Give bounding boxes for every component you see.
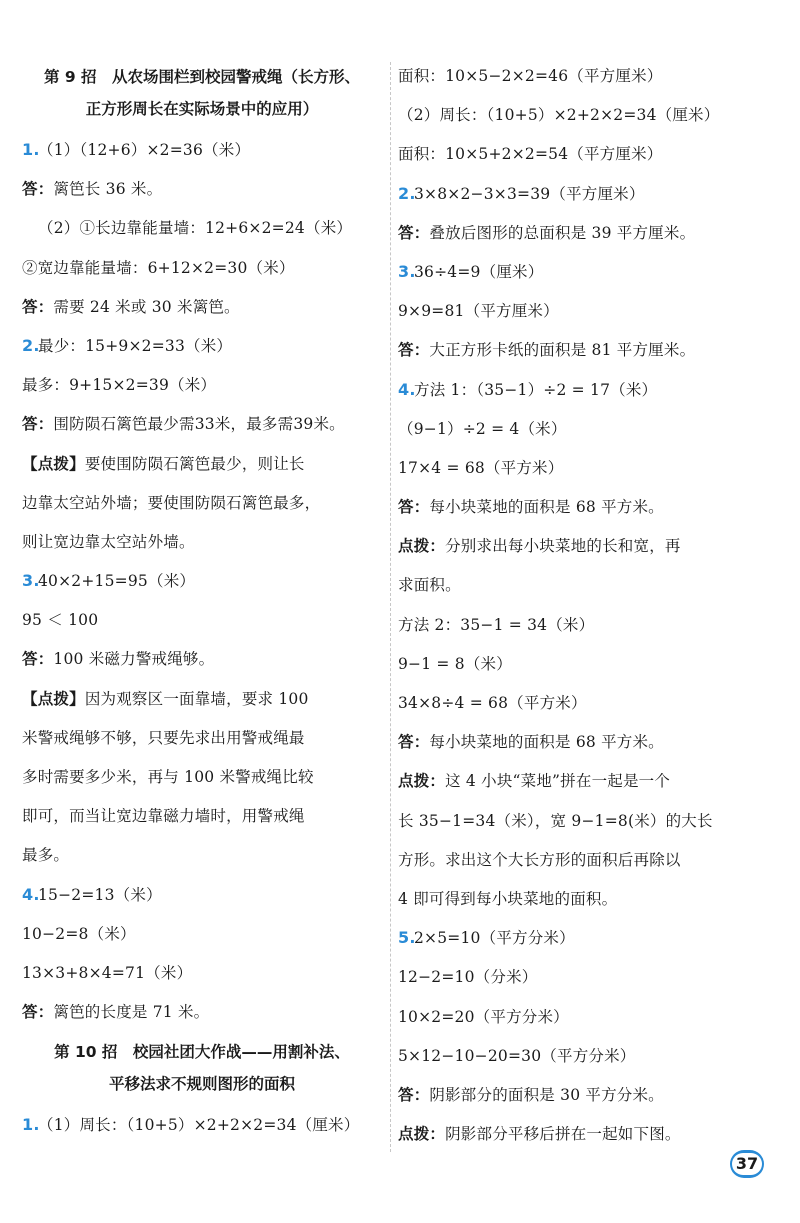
solution-line <box>22 373 382 412</box>
line-text: 10×2=20（平方分米） <box>398 1007 569 1026</box>
solution-line <box>398 103 778 142</box>
solution-line <box>398 260 778 299</box>
solution-line <box>398 378 778 417</box>
line-text: 15−2=13（米） <box>38 885 162 904</box>
answer-line <box>22 452 382 491</box>
answer-label: 答： <box>398 1085 430 1104</box>
line-text: 每小块菜地的面积是 68 平方米。 <box>429 733 664 752</box>
line-text: （2）①长边靠能量墙：12+6×2=24（米） <box>38 219 353 238</box>
line-text: 篱笆长 36 米。 <box>53 180 163 199</box>
line-text: 10−2=8（米） <box>22 924 136 943</box>
line-text: 9−1 = 8（米） <box>398 654 512 673</box>
line-text: 17×4 = 68（平方米） <box>398 458 564 477</box>
line-text: 阴影部分的面积是 30 平方分米。 <box>429 1085 664 1104</box>
line-text: 因为观察区一面靠墙，要求 100 <box>84 689 309 708</box>
answer-label: 答： <box>22 650 54 669</box>
line-text: 34×8÷4 = 68（平方米） <box>398 694 587 712</box>
answer-label: 答： <box>398 223 430 242</box>
section-heading: 第 9 招 从农场围栏到校园警戒绳（长方形、 <box>43 68 361 86</box>
line-text: 求面积。 <box>398 576 461 595</box>
solution-line <box>398 887 778 926</box>
solution-line <box>22 843 382 882</box>
line-text: 12−2=10（分米） <box>398 968 538 987</box>
line-text: 最多：9+15×2=39（米） <box>22 376 217 395</box>
solution-line <box>22 726 382 765</box>
line-text: 围防陨石篱笆最少需33米，最多需39米。 <box>53 415 345 434</box>
line-text: （2）周长：（10+5）×2+2×2=34（厘米） <box>398 106 720 125</box>
solution-line <box>398 848 778 887</box>
solution-line <box>398 417 778 456</box>
question-number: 1. <box>22 1115 40 1135</box>
solution-line <box>398 64 778 103</box>
solution-line <box>22 922 382 961</box>
solution-line <box>22 569 382 608</box>
answer-line <box>22 647 382 686</box>
line-text: （1）（12+6）×2=36（米） <box>38 141 251 159</box>
line-text: 即可，而当让宽边靠磁力墙时，用警戒绳 <box>22 807 305 826</box>
line-text: 米警戒绳够不够，只要先求出用警戒绳最 <box>22 728 305 747</box>
line-text: 最多。 <box>22 846 70 865</box>
left-column <box>22 64 382 1153</box>
line-text: 方形。求出这个大长方形的面积后再除以 <box>398 850 681 869</box>
line-text: 这 4 小块“菜地”拼在一起是一个 <box>445 772 671 791</box>
solution-line <box>398 1005 778 1044</box>
right-column <box>398 64 778 1161</box>
line-text: 叠放后图形的总面积是 39 平方厘米。 <box>429 223 696 242</box>
line-text: 边靠太空站外墙；要使围防陨石篱笆最多， <box>22 493 321 512</box>
answer-line <box>398 1122 778 1161</box>
answer-line <box>398 495 778 534</box>
answer-label: 答： <box>398 341 430 360</box>
column-divider <box>390 62 391 1152</box>
answer-line <box>22 687 382 726</box>
question-number: 1. <box>22 140 40 159</box>
solution-line <box>398 299 778 338</box>
line-text: 方法 1：（35−1）÷2 = 17（米） <box>414 380 658 399</box>
answer-label: 【点拨】 <box>22 454 85 473</box>
line-text: 多时需要多少米，再与 100 米警戒绳比较 <box>22 768 314 786</box>
line-text: 3×8×2−3×3=39（平方厘米） <box>414 184 645 203</box>
line-text: 95 ＜ 100 <box>22 611 99 630</box>
solution-line <box>22 256 382 295</box>
line-text: 36÷4=9（厘米） <box>414 262 544 281</box>
solution-line <box>398 691 778 730</box>
solution-line <box>22 961 382 1000</box>
page-number-badge <box>730 1150 764 1178</box>
line-text: 则让宽边靠太空站外墙。 <box>22 532 195 551</box>
answer-line <box>22 412 382 451</box>
line-text: 长 35−1=34（米），宽 9−1=8(米）的大长 <box>398 811 713 830</box>
solution-line <box>398 142 778 181</box>
line-text: 分别求出每小块菜地的长和宽，再 <box>445 537 681 556</box>
line-text: 面积：10×5−2×2=46（平方厘米） <box>398 67 663 85</box>
line-text: 方法 2：35−1 = 34（米） <box>398 615 595 634</box>
answer-line <box>22 1000 382 1039</box>
question-number: 3. <box>22 571 40 591</box>
answer-label: 答： <box>22 297 54 316</box>
section-heading: 正方形周长在实际场景中的应用） <box>85 100 319 118</box>
answer-label: 答： <box>398 733 430 752</box>
line-text: 最少：15+9×2=33（米） <box>38 336 233 355</box>
solution-line <box>398 926 778 965</box>
answer-label: 答： <box>398 498 430 517</box>
answer-line <box>398 338 778 377</box>
question-number: 5. <box>398 928 416 948</box>
solution-line <box>22 334 382 373</box>
solution-line <box>22 883 382 922</box>
line-text: ②宽边靠能量墙：6+12×2=30（米） <box>22 258 295 277</box>
solution-line <box>22 608 382 647</box>
line-text: （1）周长：（10+5）×2+2×2=34（厘米） <box>38 1116 360 1135</box>
line-text: 13×3+8×4=71（米） <box>22 963 193 982</box>
solution-line <box>22 138 382 177</box>
line-text: 2×5=10（平方分米） <box>414 929 575 948</box>
answer-line <box>398 730 778 769</box>
answer-label: 答： <box>22 180 54 199</box>
question-number: 3. <box>398 261 416 281</box>
answer-label: 答： <box>22 1003 54 1022</box>
question-number: 4. <box>398 379 416 399</box>
section-heading: 第 10 招 校园社团大作战——用割补法、 <box>54 1043 350 1062</box>
question-number: 2. <box>398 183 416 203</box>
solution-line <box>398 652 778 691</box>
line-text: 篱笆的长度是 71 米。 <box>53 1003 210 1022</box>
solution-line <box>398 613 778 652</box>
solution-line <box>22 530 382 569</box>
line-text: 要使围防陨石篱笆最少，则让长 <box>84 454 305 473</box>
answer-line <box>398 1083 778 1122</box>
solution-line <box>22 216 382 255</box>
solution-line <box>398 1044 778 1083</box>
line-text: （9−1）÷2 = 4（米） <box>398 419 567 438</box>
line-text: 100 米磁力警戒绳够。 <box>53 650 215 669</box>
answer-label: 点拨： <box>398 1125 446 1144</box>
answer-line <box>398 221 778 260</box>
question-number: 4. <box>22 884 40 904</box>
solution-line <box>398 965 778 1004</box>
answer-line <box>22 295 382 334</box>
page-number: 37 <box>732 1153 762 1175</box>
line-text: 大正方形卡纸的面积是 81 平方厘米。 <box>429 341 696 360</box>
answer-line <box>398 534 778 573</box>
answer-label: 点拨： <box>398 537 446 556</box>
line-text: 4 即可得到每小块菜地的面积。 <box>398 889 618 908</box>
line-text: 5×12−10−20=30（平方分米） <box>398 1046 636 1065</box>
line-text: 阴影部分平移后拼在一起如下图。 <box>445 1125 681 1144</box>
solution-line <box>22 765 382 804</box>
answer-label: 【点拨】 <box>22 689 85 708</box>
line-text: 9×9=81（平方厘米） <box>398 302 559 321</box>
line-text: 需要 24 米或 30 米篱笆。 <box>53 297 240 316</box>
answer-label: 答： <box>22 415 54 434</box>
solution-line <box>398 456 778 495</box>
solution-line <box>22 491 382 530</box>
solution-line <box>22 1113 382 1152</box>
line-text: 40×2+15=95（米） <box>38 572 196 591</box>
answer-label: 点拨： <box>398 772 446 791</box>
solution-line <box>398 182 778 221</box>
solution-line <box>398 573 778 612</box>
line-text: 面积：10×5+2×2=54（平方厘米） <box>398 145 663 164</box>
solution-line <box>398 809 778 848</box>
question-number: 2. <box>22 335 40 355</box>
section-heading: 平移法求不规则图形的面积 <box>108 1075 295 1094</box>
line-text: 每小块菜地的面积是 68 平方米。 <box>429 498 664 517</box>
solution-line <box>22 804 382 843</box>
answer-line <box>22 177 382 216</box>
answer-line <box>398 769 778 808</box>
